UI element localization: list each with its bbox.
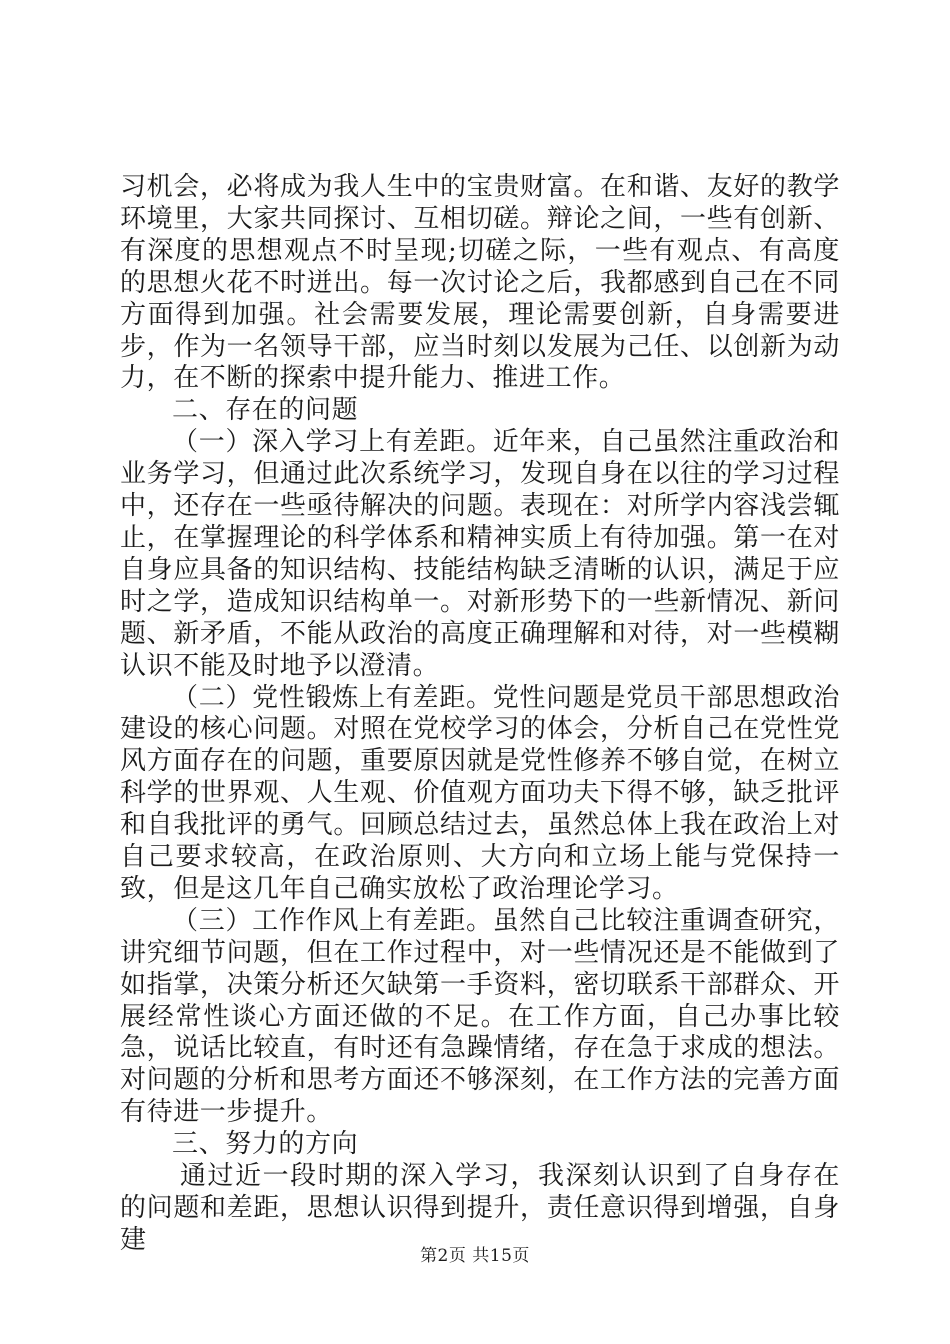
document-body bbox=[120, 172, 840, 1257]
paragraph-study-gap: （一）深入学习上有差距。近年来，自己虽然注重政治和业务学习，但通过此次系统学习，发现自身在以往的学习过程中，还存在一些亟待解决的问题。表现在：对所学内容浅尝辄止，在掌握理论的科学体系和精神实质上有待加强。第一在对自身应具备的知识结构、技能结构缺乏清晰的认识，满足于应时之学，造成知识结构单一。对新形势下的一些新情况、新问题、新矛盾，不能从政治的高度正确理解和对待，对一些模糊认识不能及时地予以澄清。 bbox=[120, 427, 840, 681]
paragraph-work-style-gap: （三）工作作风上有差距。虽然自己比较注重调查研究，讲究细节问题，但在工作过程中，对一些情况还是不能做到了如指掌，决策分析还欠缺第一手资料，密切联系干部群众、开展经常性谈心方面还做的不足。在工作方面，自己办事比较急，说话比较直，有时还有急躁情绪，存在急于求成的想法。对问题的分析和思考方面还不够深刻，在工作方法的完善方面有待进一步提升。 bbox=[120, 905, 840, 1128]
section-heading-direction: 三、努力的方向 bbox=[172, 1129, 359, 1160]
paragraph-continuation: 习机会，必将成为我人生中的宝贵财富。在和谐、友好的教学环境里，大家共同探讨、互相切磋。辩论之间，一些有创新、有深度的思想观点不时呈现;切磋之际，一些有观点、有高度的思想火花不时迸出。每一次讨论之后，我都感到自己在不同方面得到加强。社会需要发展，理论需要创新，自身需要进步，作为一名领导干部，应当时刻以发展为己任、以创新为动力，在不断的探索中提升能力、推进工作。 bbox=[120, 172, 840, 394]
page-number-footer: 第2页 共15页 bbox=[420, 1246, 530, 1266]
paragraph-direction: 通过近一段时期的深入学习，我深刻认识到了自身存在的问题和差距，思想认识得到提升，责任意识得到增强，自身建 bbox=[120, 1161, 840, 1255]
paragraph-party-spirit-gap: （二）党性锻炼上有差距。党性问题是党员干部思想政治建设的核心问题。对照在党校学习的体会，分析自己在党性党风方面存在的问题，重要原因就是党性修养不够自觉，在树立科学的世界观、人生观、价值观方面功夫下得不够，缺乏批评和自我批评的勇气。回顾总结过去，虽然总体上我在政治上对自己要求较高，在政治原则、大方向和立场上能与党保持一致，但是这几年自己确实放松了政治理论学习。 bbox=[120, 682, 840, 904]
section-heading-problems: 二、存在的问题 bbox=[172, 395, 359, 426]
